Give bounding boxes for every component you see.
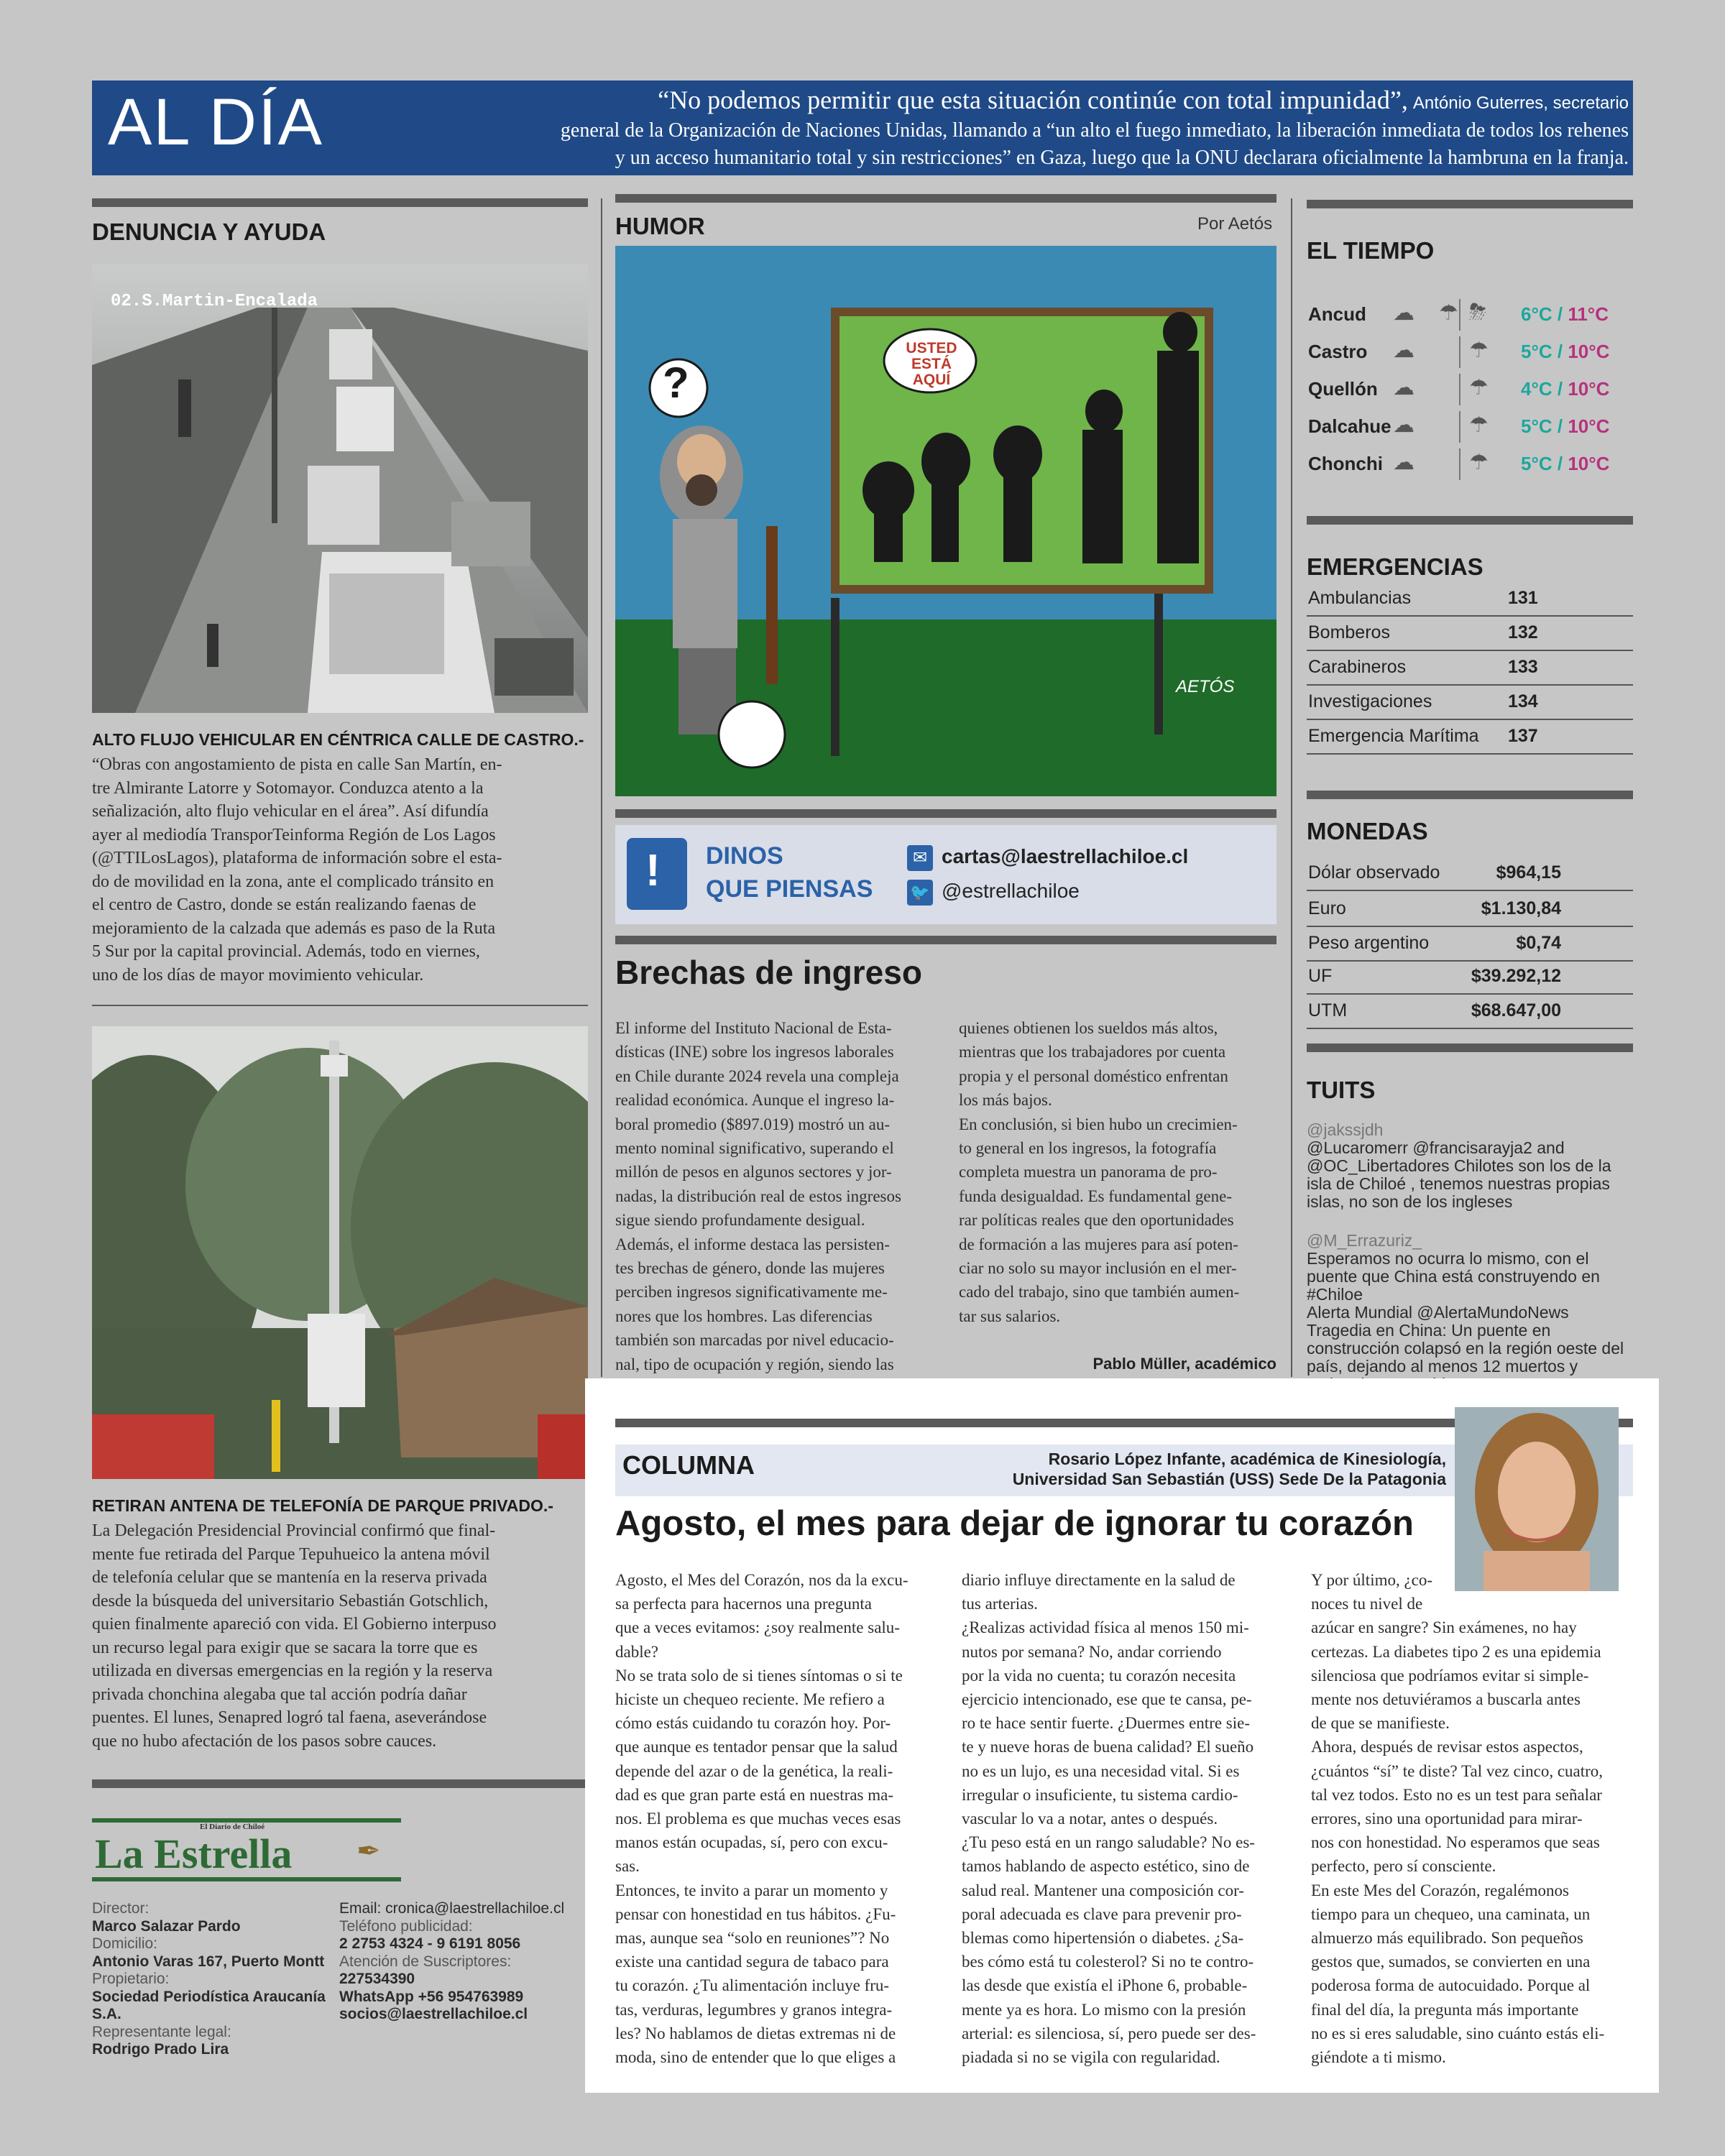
columna-col1: Agosto, el Mes del Corazón, nos da la excu- sa perfecta para hacernos una pregunta que a veces evitamos: ¿soy realmente salu- dable? No se trata solo de si tienes síntomas o si te hiciste un chequeo reciente. Me refiero a cómo estás cuidando tu corazón hoy. Por- que aunque es tentador pensar que la salud depende del azar o de la genética, la reali- dad es que gran parte está en nuestras ma- nos. El problema es que muchas veces esas manos están ocupadas, sí, pero con excu- sas. Entonces, te invito a parar un momento y pensar con honestidad en tus hábitos. ¿Fu- mas, aunque sea “solo en reuniones”? No existe una cantidad segura de tabaco para tu corazón. ¿Tu alimentación incluye fru- tas, verduras, legumbres y granos integra- les? No hablamos de dietas extremas ni de moda, sino de entender que lo que eliges a: [615, 1571, 908, 2067]
section-rule: [615, 194, 1276, 203]
cloud-icon: ☁: [1393, 413, 1414, 437]
weather-row: Castro ☁ ☂ 5°C / 10°C: [1307, 335, 1633, 371]
section-title-denuncia: DENUNCIA Y AYUDA: [92, 218, 326, 245]
cloud-icon: ☁: [1393, 338, 1414, 362]
columna-headline: Agosto, el mes para dejar de ignorar tu corazón: [615, 1504, 1414, 1543]
quill-icon: ✒: [356, 1835, 381, 1867]
columna-author: Rosario López Infante, académica de Kinesiología, Universidad San Sebastián (USS) Sede De la Patagonia: [1012, 1450, 1446, 1488]
section-title-tuits: TUITS: [1307, 1077, 1376, 1103]
column-divider: [1291, 198, 1292, 1377]
antenna-photo: [92, 1026, 588, 1479]
columna-col3: Y por último, ¿co- noces tu nivel de azúcar en sangre? Sin exámenes, no hay certezas. La diabetes tipo 2 es una epidemia silenciosa que podríamos evitar si simple- mente nos detuviéramos a buscarla antes de que se manifieste. Ahora, después de revisar estos aspectos, ¿cuántos “sí” te diste? Tal vez cinco, cuatro, tal vez todos. Esto no es un test para señalar errores, sino una oportunidad para mirar- nos con honestidad. No esperamos que seas perfecto, pero sí consciente. En este Mes del Corazón, regalémonos tiempo para un chequeo, una caminata, un almuerzo más equilibrado. Son pequeños gestos que, sumados, se convierten en una poderosa forma de autocuidado. Porque al final del día, la pregunta más importante no es si eres saludable, sino cuánto estás eli- giéndote a ti mismo.: [1311, 1571, 1605, 2067]
brechas-title: Brechas de ingreso: [615, 954, 922, 991]
brechas-author: Pablo Müller, académico: [1092, 1355, 1276, 1373]
section-title-monedas: MONEDAS: [1307, 818, 1428, 844]
cloud-icon: ☁: [1393, 376, 1414, 400]
contact-email[interactable]: cartas@laestrellachiloe.cl: [942, 845, 1189, 867]
masthead-left: Director: Marco Salazar Pardo Domicilio: Antonio Varas 167, Puerto Montt Propietario: Sociedad Periodística Araucanía S.A. Representante legal: Rodrigo Prado Lira: [92, 1900, 326, 2058]
question-mark: ?: [663, 359, 689, 407]
tweet-2: @M_Errazuriz_ Esperamos no ocurra lo mismo, con el puente que China está construyendo en #Chiloe Alerta Mundial @AlertaMundoNews Tragedia en China: Un puente en construcción colapsó en la región oeste del país, dejando al menos 12 muertos y: [1307, 1231, 1624, 1376]
masthead-name: La Estrella: [95, 1830, 293, 1877]
story2-body: La Delegación Presidencial Provincial confirmó que final- mente fue retirada del Parque Tepuhueico la antena móvil de telefonía celular que se mantenía en la reserva privada desde la búsqueda del universitario Sebastián Gotschlich, quien finalmente apareció con vida. El Gobierno interpuso un recurso legal para exigir que se sacara la torre que es utilizada en diversas emergencias en la región y la reserva privada chonchina alegaba que tal acción podría dañar puentes. El lunes, Senapred logró tal faena, aseverándose que no hubo afectación de los pasos sobre cauces.: [92, 1521, 497, 1751]
weather-row: Ancud ☁ ☂ ⛈ 6°C / 11°C: [1307, 298, 1633, 333]
traffic-photo: [92, 264, 588, 713]
al-dia-quote: “No podemos permitir que esta situación continúe con total impunidad”, António Guterres, secretario general de la Organización de Naciones Unidas, llamando a “un alto el fuego inmediato, la liberación inmediata de todos los rehenes y un acceso humanitario total y sin restricciones” en Gaza, luego que la ONU declarara oficialmente la hambruna en la franja.: [560, 86, 1629, 169]
rain-icon: ☂: [1469, 376, 1489, 400]
emergency-row: Ambulancias 131: [1307, 582, 1633, 617]
sign-text: USTED ESTÁ AQUÍ: [906, 340, 957, 388]
rain-icon: ☂: [1469, 451, 1489, 474]
contact-twitter[interactable]: @estrellachiloe: [942, 880, 1080, 902]
rain-icon: ☂: [1469, 338, 1489, 362]
story2-headline: RETIRAN ANTENA DE TELEFONÍA DE PARQUE PRIVADO.-: [92, 1496, 553, 1515]
section-rule: [92, 1779, 588, 1788]
masthead-right: Email: cronica@laestrellachiloe.cl Teléfono publicidad: 2 2753 4324 - 9 6191 8056 Atención de Suscriptores: 227534390 WhatsApp +56 954763989 socios@laestrellachiloe.cl: [339, 1900, 565, 2022]
section-title-al-dia: AL DÍA: [108, 86, 324, 159]
rain-icon: ☂: [1469, 413, 1489, 437]
author-portrait: [1455, 1407, 1619, 1591]
humor-byline: Por Aetós: [1197, 214, 1273, 234]
section-rule: [1307, 1044, 1633, 1052]
emergency-row: Investigaciones 134: [1307, 686, 1633, 720]
cloud-icon: ☁: [1393, 451, 1414, 474]
twitter-icon: 🐦: [907, 880, 933, 906]
divider: [92, 1005, 588, 1006]
emergency-row: Bomberos 132: [1307, 617, 1633, 651]
currency-row: UTM $68.647,00: [1307, 995, 1633, 1029]
email-icon: ✉: [907, 845, 933, 871]
currency-row: Euro $1.130,84: [1307, 893, 1633, 927]
section-rule: [92, 198, 588, 207]
cartoon-signature: AETÓS: [1176, 677, 1235, 696]
emergency-row: Emergencia Marítima 137: [1307, 720, 1633, 755]
masthead-kicker: El Diario de Chiloé: [200, 1823, 265, 1831]
contact-box: [615, 825, 1276, 924]
contact-heading: DINOS QUE PIENSAS: [706, 842, 873, 903]
section-title-humor: HUMOR: [615, 213, 705, 239]
columna-label: COLUMNA: [622, 1450, 755, 1480]
weather-row: Quellón ☁ ☂ 4°C / 10°C: [1307, 372, 1633, 408]
column-divider: [601, 198, 602, 1377]
section-rule: [615, 936, 1276, 944]
tweet-1: @jakssjdh @Lucaromerr @francisarayja2 and @OC_Libertadores Chilotes son los de la isla de Chiloé , tenemos nuestras propias islas, no son de los ingleses: [1307, 1120, 1611, 1211]
emergency-row: Carabineros 133: [1307, 651, 1633, 686]
exclamation-icon: !: [627, 838, 687, 910]
currency-row: UF $39.292,12: [1307, 960, 1633, 995]
currency-row: Dólar observado $964,15: [1307, 857, 1633, 891]
section-rule: [615, 809, 1276, 818]
currency-row: Peso argentino $0,74: [1307, 927, 1633, 962]
camera-label: 02.S.Martin-Encalada: [111, 292, 318, 311]
cloud-icon: ☁: [1393, 301, 1414, 325]
section-rule: [1307, 200, 1633, 208]
weather-row: Dalcahue ☁ ☂ 5°C / 10°C: [1307, 410, 1633, 446]
section-rule: [1307, 516, 1633, 525]
section-title-emergencias: EMERGENCIAS: [1307, 553, 1484, 580]
section-title-tiempo: EL TIEMPO: [1307, 237, 1435, 264]
story1-body: “Obras con angostamiento de pista en calle San Martín, en- tre Almirante Latorre y Sotomayor. Conduzca atento a la señalización, alto flujo vehicular en el área”. Así difundía ayer al mediodía TransporTeinforma Región de Los Lagos (@TTILosLagos), plataforma de información sobre el esta- do de movilidad en la zona, ante el complicado tránsito en el centro de Castro, donde se están realizando faenas de mejoramiento de la calzada que además es paso de la Ruta 5 Sur por la capital provincial. Además, todo en viernes, uno de los días de mayor movimiento vehicular.: [92, 755, 502, 985]
storm-icon: ⛈: [1469, 300, 1486, 324]
columna-col2: diario influye directamente en la salud de tus arterias. ¿Realizas actividad física al menos 150 mi- nutos por semana? No, andar corriendo por la vida no cuenta; tu corazón necesita ejercicio intencionado, ese que te cansa, pe- ro te hace sentir fuerte. ¿Duermes entre sie- te y nueve horas de buena calidad? El sueño no es un lujo, es una necesidad vital. Si es irregular o insuficiente, tu sistema cardio- vascular lo va a notar, antes o después. ¿Tu peso está en un rango saludable? No es- tamos hablando de aspecto estético, sino de salud real. Mantener una composición cor- poral adecuada es clave para prevenir pro- blemas como hipertensión o diabetes. ¿Sa- bes cómo está tu colesterol? Si no te contro- las desde que existía el iPhone 6, probable- mente ya es hora. Lo mismo con la presión arterial: es silenciosa, sí, pero puede ser des- piadada si no se vigila con regularidad.: [962, 1571, 1256, 2067]
story1-headline: ALTO FLUJO VEHICULAR EN CÉNTRICA CALLE DE CASTRO.-: [92, 730, 584, 749]
rain-icon: ☂: [1439, 301, 1458, 325]
section-rule: [1307, 791, 1633, 799]
brechas-col2: quienes obtienen los sueldos más altos, mientras que los trabajadores por cuenta propia y el personal doméstico enfrentan los más bajos. En conclusión, si bien hubo un crecimien- to general en los ingresos, la fotografía completa muestra un panorama de pro- funda desigualdad. Es fundamental gene- rar políticas reales que den oportunidades de formación a las mujeres para así poten- ciar no solo su mayor inclusión en el mer- cado del trabajo, sino que también aumen- tar sus salarios.: [959, 1019, 1240, 1325]
masthead-logo: [92, 1818, 401, 1883]
humor-cartoon: [615, 246, 1276, 796]
brechas-col1: El informe del Instituto Nacional de Esta- dísticas (INE) sobre los ingresos laborales en Chile durante 2024 revela una compleja realidad económica. Aunque el ingreso la- boral promedio ($897.019) mostró un au- mento nominal significativo, superando el millón de pesos en algunos sectores y jor- nadas, la distribución real de estos ingresos sigue siendo profundamente desigual. Además, el informe destaca las persisten- tes brechas de género, donde las mujeres perciben ingresos significativamente me- nores que los hombres. Las diferencias también son marcadas por nivel educacio- nal, tipo de ocupación y región, siendo las: [615, 1019, 901, 1373]
weather-row: Chonchi ☁ ☂ 5°C / 10°C: [1307, 447, 1633, 483]
